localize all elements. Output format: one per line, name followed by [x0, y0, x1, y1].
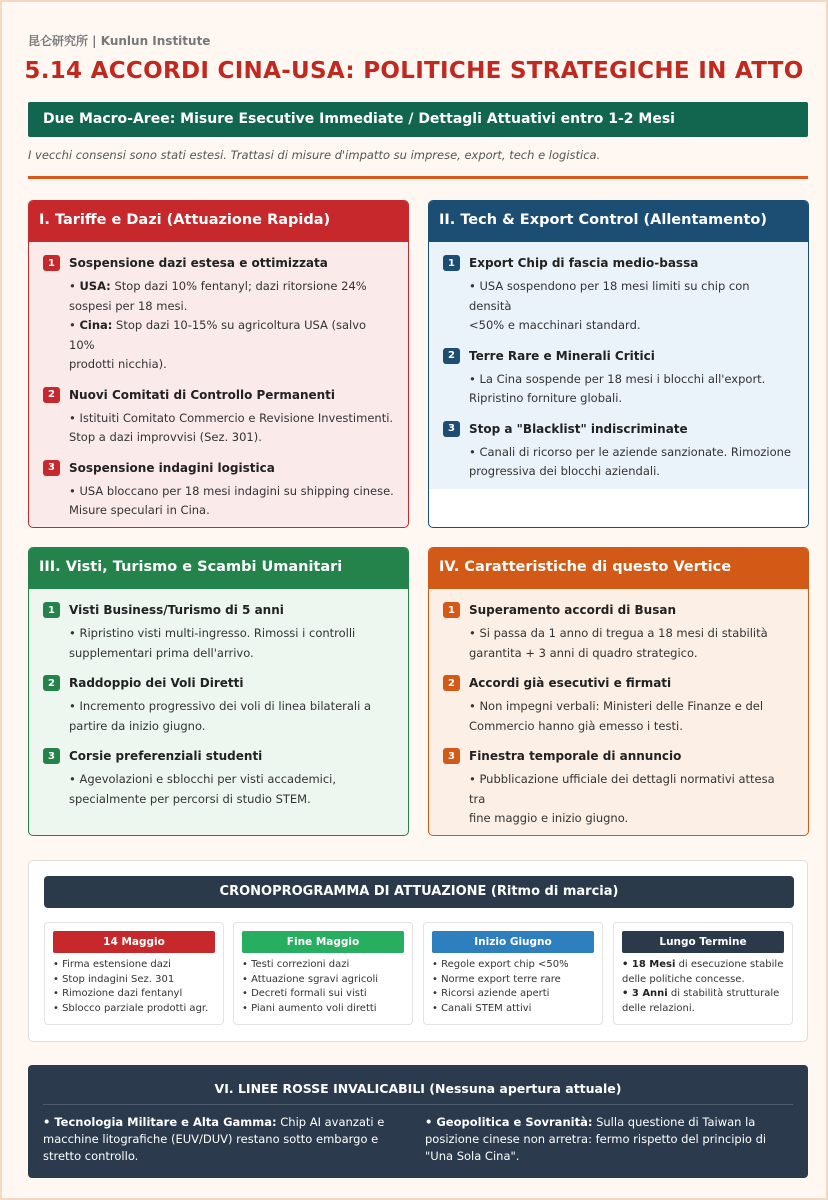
item-title: Nuovi Comitati di Controllo Permanenti	[69, 387, 336, 402]
number-badge: 3	[443, 421, 460, 437]
org-label: 昆仑研究所 | Kunlun Institute	[28, 34, 211, 48]
bullet-line	[43, 277, 394, 297]
item-header	[43, 675, 394, 691]
red-lines-title: VI. LINEE ROSSE INVALICABILI (Nessuna apertura attuale)	[43, 1075, 793, 1105]
bullet-line-continued: specialmente per percorsi di studio STEM.	[69, 791, 311, 806]
bullet-line	[43, 482, 394, 502]
bullet-icon: •	[69, 279, 80, 293]
phase-item: • Testi correzioni dazi	[242, 959, 350, 970]
number-badge: 1	[443, 255, 460, 271]
bullet-icon: •	[469, 772, 480, 786]
item-title: Visti Business/Turismo di 5 anni	[69, 603, 284, 617]
item-header	[43, 602, 394, 618]
item-title: Stop a "Blacklist" indiscriminate	[469, 421, 688, 436]
bullet-line	[443, 770, 794, 809]
bullet-line	[443, 697, 794, 717]
phase-item: • Decreti formali sui visti	[242, 988, 367, 999]
bullet-text: Canali di ricorso per le aziende sanzionate. Rimozione	[479, 444, 791, 459]
item-title: Accordi già esecutivi e firmati	[469, 676, 672, 690]
bullet-line	[443, 277, 794, 316]
section-visas	[28, 547, 409, 836]
bullet-text: Pubblicazione ufficiale dei dettagli normativi attesa tra	[469, 772, 775, 806]
section-title: I. Tariffe e Dazi (Attuazione Rapida)	[29, 201, 408, 242]
bullet-line-continued: <50% e macchinari standard.	[469, 318, 641, 332]
item-header	[43, 748, 394, 764]
bullet-label: Cina:	[79, 318, 113, 332]
bullet-line-continued: supplementari prima dell'arrivo.	[69, 645, 254, 660]
page-title: 5.14 ACCORDI CINA-USA: POLITICHE STRATEGICHE IN ATTO	[24, 58, 804, 84]
phase-label: Inizio Giugno	[432, 931, 594, 953]
phase-item	[614, 987, 792, 1002]
number-badge: 2	[443, 348, 460, 364]
bullet-text: Ripristino visti multi-ingresso. Rimossi i controlli	[79, 626, 356, 640]
page	[2, 2, 826, 1198]
bullet-line-continued: fine maggio e inizio giugno.	[469, 811, 629, 825]
section-title: III. Visti, Turismo e Scambi Umanitari	[29, 548, 408, 589]
number-badge: 2	[443, 675, 460, 691]
phase-item: • Attuazione sgravi agricoli	[242, 973, 379, 985]
phase-item: • Firma estensione dazi	[53, 959, 171, 970]
list-item	[43, 387, 394, 448]
item-title: Superamento accordi di Busan	[469, 603, 676, 617]
bullet-text: Istituiti Comitato Commercio e Revisione Investimenti.	[79, 410, 394, 425]
bullet-line	[443, 624, 794, 644]
bullet-icon: •	[69, 699, 80, 713]
phase-item-strong: • 18 Mesi	[622, 959, 676, 970]
phase-item	[614, 1002, 792, 1017]
phase-label: Lungo Termine	[622, 931, 784, 953]
section-title: IV. Caratteristiche di questo Vertice	[429, 548, 808, 589]
section-title: II. Tech & Export Control (Allentamento)	[429, 201, 808, 242]
section-body	[29, 589, 408, 809]
section-body	[429, 589, 808, 829]
bullet-line-continued: progressiva dei blocchi aziendali.	[469, 464, 660, 478]
number-badge: 3	[43, 748, 60, 764]
red-line-label: • Geopolitica e Sovranità:	[425, 1115, 593, 1129]
phase-item	[614, 958, 792, 973]
divider	[28, 176, 808, 179]
red-line-military	[43, 1114, 413, 1165]
bullet-line	[43, 409, 394, 429]
phase-item: • Sblocco parziale prodotti agr.	[53, 1002, 209, 1014]
bullet-icon: •	[69, 483, 80, 498]
bullet-line-continued: Commercio hanno già emesso i testi.	[469, 718, 683, 733]
number-badge: 1	[43, 255, 60, 271]
item-title: Terre Rare e Minerali Critici	[469, 348, 655, 363]
item-header	[43, 460, 394, 476]
phase-item-strong: • 3 Anni	[622, 988, 668, 999]
phase-item-text: delle politiche concesse.	[622, 973, 745, 985]
phase-item: • Norme export terre rare	[432, 973, 561, 985]
phase-label: Fine Maggio	[242, 931, 404, 953]
bullet-line-continued: garantita + 3 anni di quadro strategico.	[469, 645, 698, 660]
timeline-phase	[44, 922, 224, 1025]
bullet-line-continued: sospesi per 18 mesi.	[69, 298, 188, 313]
list-item	[443, 675, 794, 736]
phase-item-text: delle relazioni.	[622, 1002, 695, 1014]
item-header	[43, 387, 394, 403]
bullet-text: Incremento progressivo dei voli di linea bilaterali a	[79, 699, 372, 713]
item-header	[443, 602, 794, 618]
item-title: Corsie preferenziali studenti	[69, 749, 263, 763]
phase-label: 14 Maggio	[53, 931, 215, 953]
bullet-text: USA bloccano per 18 mesi indagini su shipping cinese.	[79, 483, 394, 498]
bullet-text: Non impegni verbali: Ministeri delle Finanze e del	[479, 699, 764, 713]
timeline-phase	[423, 922, 603, 1025]
item-header	[443, 675, 794, 691]
item-title: Sospensione indagini logistica	[69, 460, 275, 475]
bullet-icon: •	[69, 772, 80, 786]
timeline-phase	[613, 922, 793, 1025]
bullet-line	[43, 316, 394, 355]
item-header	[443, 348, 794, 364]
bullet-icon: •	[469, 279, 480, 293]
list-item	[43, 748, 394, 809]
red-lines-box	[28, 1065, 808, 1178]
bullet-text: Si passa da 1 anno di tregua a 18 mesi di stabilità	[479, 626, 768, 640]
red-line-text: Chip AI avanzati e macchine litografiche (EUV/DUV) restano sotto embargo e stretto controllo.	[43, 1115, 385, 1163]
bullet-line	[43, 770, 394, 790]
bullet-text: Agevolazioni e sblocchi per visti accademici,	[79, 772, 337, 786]
bullet-icon: •	[469, 626, 480, 640]
section-tech	[428, 200, 809, 528]
item-title: Raddoppio dei Voli Diretti	[69, 676, 244, 690]
bullet-line-continued: Misure speculari in Cina.	[69, 503, 210, 517]
bullet-label: USA:	[79, 279, 111, 293]
phase-item: • Piani aumento voli diretti	[242, 1002, 377, 1014]
section-summit	[428, 547, 809, 836]
bullet-icon: •	[469, 699, 480, 713]
list-item	[443, 748, 794, 829]
bullet-line-continued: Stop a dazi improvvisi (Sez. 301).	[69, 430, 262, 444]
phase-item: • Rimozione dazi fentanyl	[53, 988, 183, 999]
number-badge: 1	[43, 602, 60, 618]
item-title: Sospensione dazi estesa e ottimizzata	[69, 256, 328, 270]
list-item	[443, 602, 794, 663]
item-header	[443, 421, 794, 437]
list-item	[43, 255, 394, 375]
bullet-line-continued: partire da inizio giugno.	[69, 718, 206, 733]
item-header	[443, 255, 794, 271]
bullet-icon: •	[469, 444, 480, 459]
bullet-line	[43, 624, 394, 644]
bullet-line-continued: Ripristino forniture globali.	[469, 391, 623, 405]
phase-item: • Ricorsi aziende aperti	[432, 988, 550, 999]
list-item	[43, 460, 394, 521]
red-line-geopolitics	[425, 1114, 795, 1165]
timeline	[28, 860, 808, 1042]
red-line-label: • Tecnologia Militare e Alta Gamma:	[43, 1115, 277, 1129]
number-badge: 3	[443, 748, 460, 764]
number-badge: 3	[43, 460, 60, 476]
section-body	[29, 242, 408, 521]
list-item	[43, 675, 394, 736]
phase-item: • Regole export chip <50%	[432, 959, 569, 970]
macro-banner: Due Macro-Aree: Misure Esecutive Immediate / Dettagli Attuativi entro 1-2 Mesi	[28, 102, 808, 137]
section-tariffs	[28, 200, 409, 528]
red-line-text: Sulla questione di Taiwan la posizione cinese non arretra: fermo rispetto del principio di "Una Sola Cina".	[425, 1115, 767, 1163]
phase-item: • Stop indagini Sez. 301	[53, 973, 175, 985]
item-title: Finestra temporale di annuncio	[469, 749, 682, 763]
phase-item: • Canali STEM attivi	[432, 1002, 532, 1014]
bullet-icon: •	[69, 626, 80, 640]
section-body	[429, 242, 808, 489]
list-item	[43, 602, 394, 663]
timeline-title: CRONOPROGRAMMA DI ATTUAZIONE (Ritmo di marcia)	[44, 876, 794, 908]
item-title: Export Chip di fascia medio-bassa	[469, 256, 699, 270]
bullet-text: Stop dazi 10% fentanyl; dazi ritorsione 24%	[110, 279, 367, 293]
list-item	[443, 348, 794, 409]
bullet-text: La Cina sospende per 18 mesi i blocchi all'export.	[479, 371, 766, 386]
bullet-line	[443, 443, 794, 463]
phase-item-text: di esecuzione stabile	[675, 959, 784, 970]
bullet-line	[443, 370, 794, 390]
bullet-text: Stop dazi 10-15% su agricoltura USA (salvo 10%	[69, 318, 367, 352]
item-header	[443, 748, 794, 764]
item-header	[43, 255, 394, 271]
phase-item-text: di stabilità strutturale	[667, 988, 780, 999]
phase-item	[614, 973, 792, 988]
bullet-line-continued: prodotti nicchia).	[69, 357, 167, 371]
number-badge: 1	[443, 602, 460, 618]
number-badge: 2	[43, 387, 60, 403]
bullet-icon: •	[69, 410, 80, 425]
bullet-text: USA sospendono per 18 mesi limiti su chip con densità	[469, 279, 750, 313]
list-item	[443, 255, 794, 336]
number-badge: 2	[43, 675, 60, 691]
bullet-line	[43, 697, 394, 717]
timeline-phase	[233, 922, 413, 1025]
bullet-icon: •	[69, 318, 80, 332]
list-item	[443, 421, 794, 482]
intro-text: I vecchi consensi sono stati estesi. Trattasi di misure d'impatto su imprese, export, tech e logistica.	[28, 148, 601, 162]
bullet-icon: •	[469, 371, 480, 386]
